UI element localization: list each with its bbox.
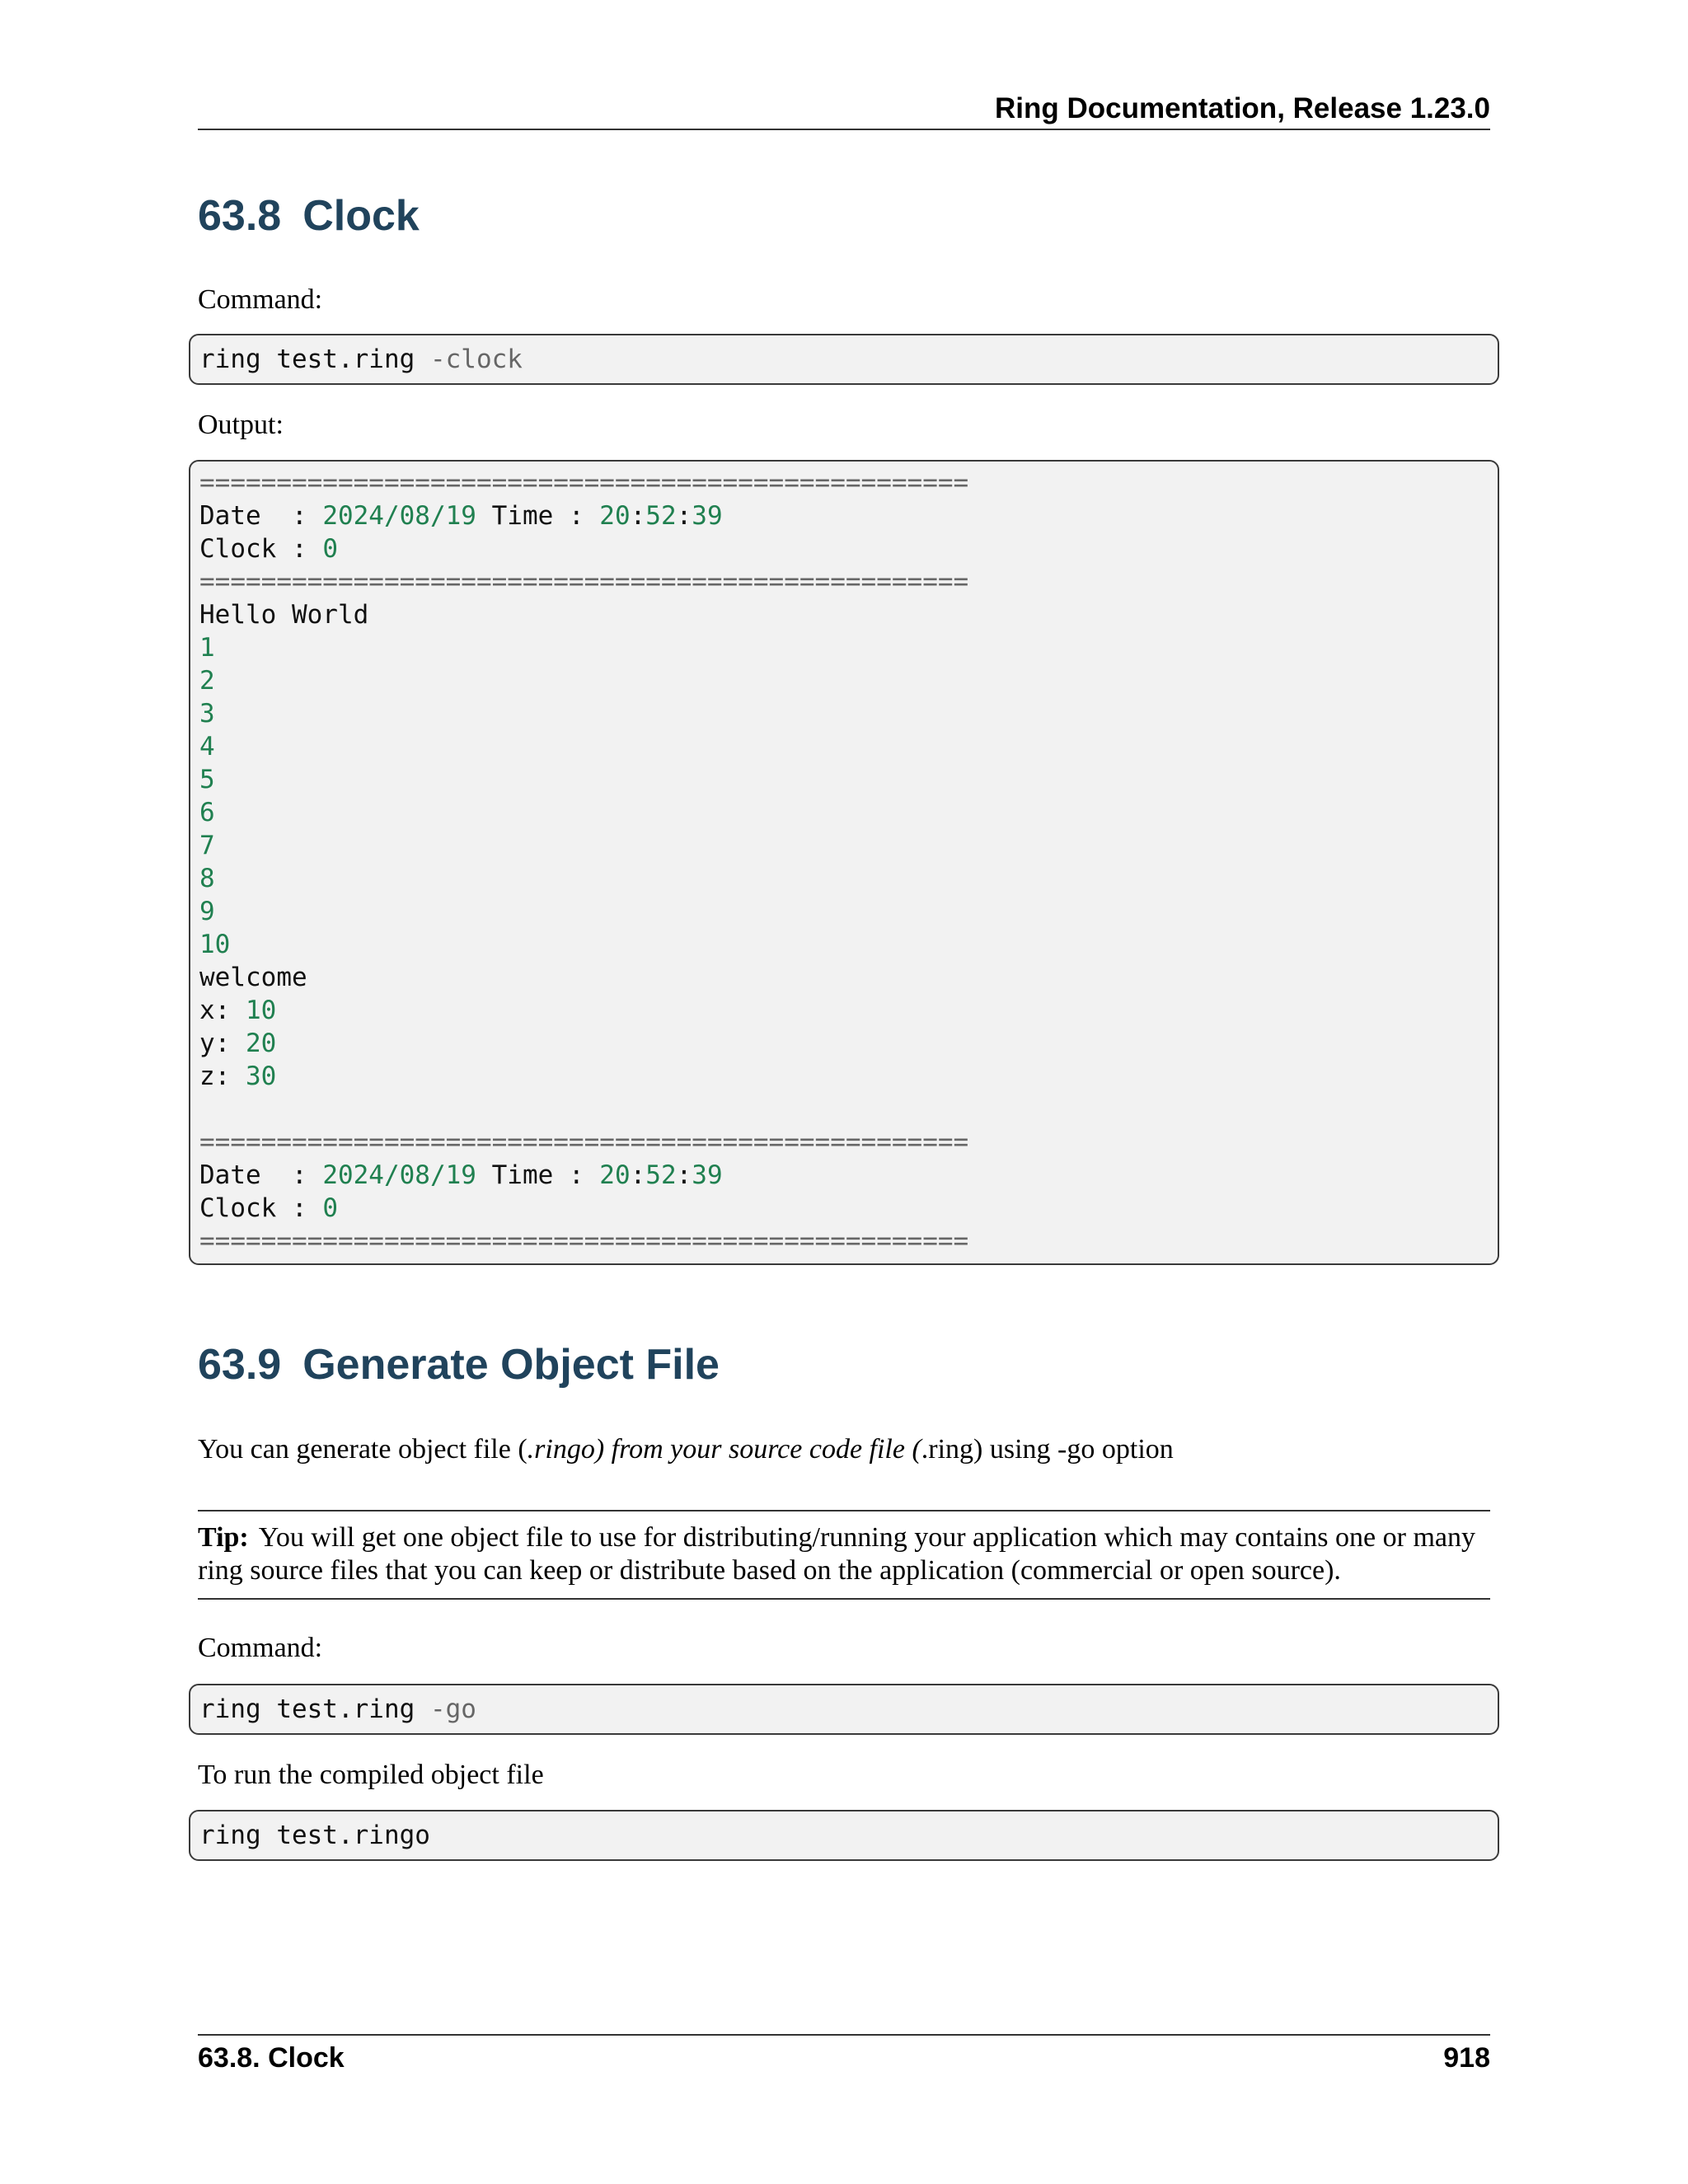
intro-paragraph: You can generate object file (.ringo) from your source code file (.ring) using -go option <box>198 1434 1174 1465</box>
number-line: 9 <box>199 897 215 926</box>
command-label: Command: <box>198 284 323 315</box>
footer-rule <box>198 2034 1490 2036</box>
section-number: 63.9 <box>198 1341 282 1389</box>
code-line: ring test.ring -go <box>199 1694 476 1724</box>
tip-admonition <box>198 1521 1490 1587</box>
code-block-command <box>189 1684 1499 1735</box>
number-line: 6 <box>199 798 215 827</box>
blank-line <box>199 1093 1498 1126</box>
tip-label: Tip: <box>198 1522 249 1553</box>
section-title: Clock <box>302 192 420 240</box>
number-line: 7 <box>199 831 215 860</box>
code-block-command <box>189 334 1499 385</box>
running-header: Ring Documentation, Release 1.23.0 <box>994 92 1490 124</box>
hello-line: Hello World <box>199 600 369 630</box>
x-line: x: 10 <box>199 996 277 1025</box>
run-label: To run the compiled object file <box>198 1760 544 1790</box>
date-time-line: Date : 2024/08/19 Time : 20:52:39 <box>199 1160 723 1190</box>
code-block-run <box>189 1810 1499 1861</box>
tip-text: You will get one object file to use for distributing/running your application which may contains one or many ring source files that you can keep or distribute based on the application (commercial or open source). <box>198 1522 1475 1586</box>
welcome-line: welcome <box>199 963 307 992</box>
tip-top-rule <box>198 1510 1490 1511</box>
page-number: 918 <box>1443 2042 1490 2074</box>
section-heading-object-file <box>198 1340 720 1390</box>
number-line: 10 <box>199 930 231 959</box>
command-label: Command: <box>198 1633 323 1663</box>
section-number: 63.8 <box>198 192 282 240</box>
y-line: y: 20 <box>199 1029 277 1058</box>
tip-bottom-rule <box>198 1598 1490 1600</box>
z-line: z: 30 <box>199 1062 277 1091</box>
code-line: ring test.ringo <box>199 1821 430 1850</box>
date-time-line: Date : 2024/08/19 Time : 20:52:39 <box>199 501 723 531</box>
clock-line: Clock : 0 <box>199 534 338 564</box>
separator-line: ================================================== <box>199 468 969 498</box>
section-title: Generate Object File <box>302 1341 720 1389</box>
section-heading-clock <box>198 191 420 241</box>
number-line: 3 <box>199 699 215 729</box>
number-line: 4 <box>199 732 215 762</box>
header-rule <box>198 129 1490 130</box>
number-line: 8 <box>199 864 215 893</box>
clock-line: Clock : 0 <box>199 1193 338 1223</box>
separator-line: ================================================== <box>199 1127 969 1157</box>
code-block-output <box>189 460 1499 1265</box>
number-line: 5 <box>199 765 215 794</box>
number-line: 1 <box>199 633 215 663</box>
separator-line: ================================================== <box>199 567 969 597</box>
footer-section: 63.8. Clock <box>198 2042 345 2074</box>
output-label: Output: <box>198 410 284 440</box>
number-line: 2 <box>199 666 215 696</box>
separator-line: ================================================== <box>199 1226 969 1256</box>
code-line: ring test.ring -clock <box>199 344 523 374</box>
